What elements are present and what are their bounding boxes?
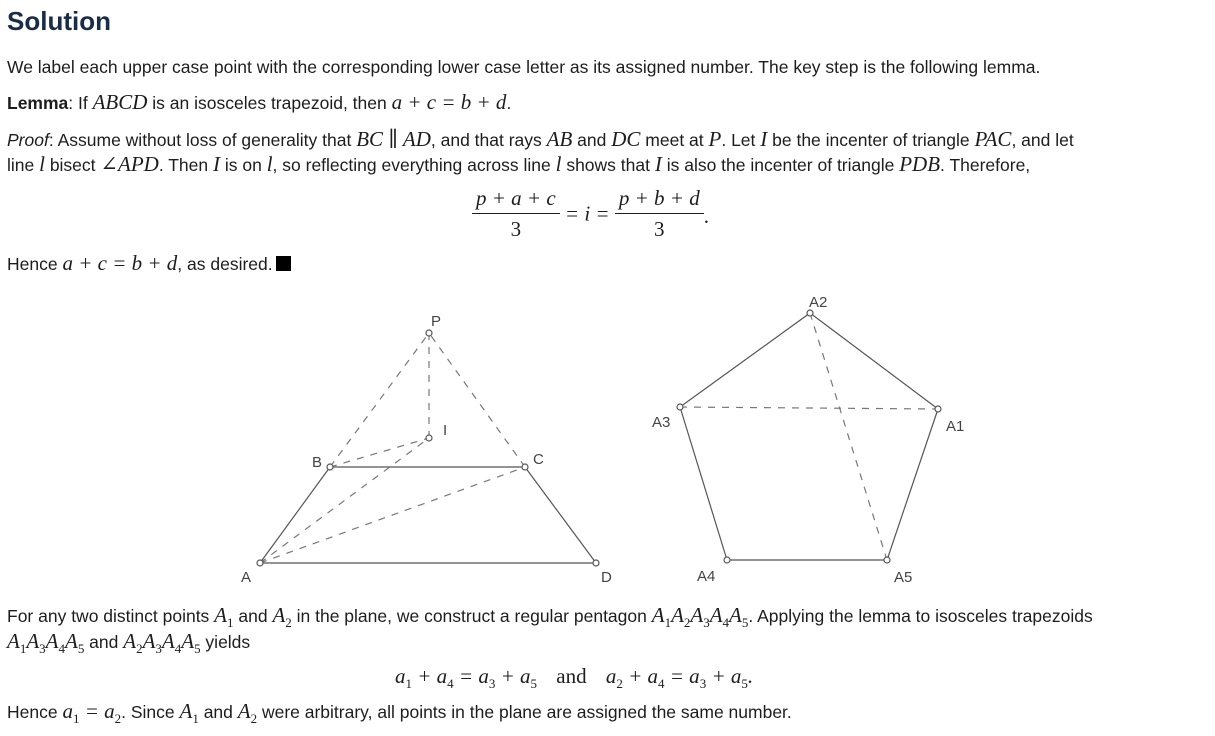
final-text: and (198, 702, 238, 722)
proof-text: be the incenter of triangle (767, 130, 975, 150)
proof-text: shows that (561, 155, 655, 175)
segment-ab (260, 467, 330, 563)
label-c: C (533, 451, 544, 468)
ray-bp (330, 333, 429, 467)
segment-a4a3 (680, 407, 727, 560)
math-a: a (395, 664, 406, 688)
math-a: A (7, 629, 20, 653)
math-angle-apd: ∠APD (100, 152, 159, 176)
math-a: A (651, 603, 665, 627)
math-bc-parallel-ad: BC ∥ AD (356, 127, 431, 151)
label-a2: A2 (809, 294, 828, 311)
math-i: I (213, 152, 220, 176)
label-p: P (431, 313, 442, 330)
display-equation-2 (395, 664, 753, 692)
equation-middle: = i = (564, 201, 610, 226)
para-text: and (84, 632, 124, 652)
label-a3: A3 (652, 414, 671, 431)
para-text: yields (200, 632, 251, 652)
math-a1: $A_1$ (179, 699, 199, 727)
page-title: Solution (7, 6, 111, 36)
display-equation (472, 186, 709, 242)
lemma-text: : If (68, 93, 93, 113)
math-ab: AB (546, 127, 573, 151)
label-a5: A5 (894, 569, 913, 586)
segment-ai (260, 438, 429, 563)
segment-bi (330, 438, 429, 467)
math-trapezoid-1: $A_1A_3A_4A_5$ (7, 629, 85, 657)
math-lemma-eq: a + c = b + d (62, 251, 178, 275)
label-b: B (312, 454, 323, 471)
fraction-denominator: 3 (654, 217, 665, 241)
math-a: A (272, 603, 286, 627)
fraction-left (472, 186, 560, 242)
label-i: I (443, 422, 448, 439)
hence-text: Hence (7, 254, 63, 274)
final-text: Hence (7, 702, 63, 722)
proof-text: line (7, 155, 40, 175)
proof-text: bisect (44, 155, 101, 175)
para-text: For any two distinct points (7, 606, 215, 626)
proof-text: , so reflecting everything across line (272, 155, 556, 175)
equation-and: and (556, 664, 587, 688)
para-text: in the plane, we construct a regular pentagon (291, 606, 652, 626)
fraction-right (615, 186, 704, 242)
proof-line-1 (7, 128, 1074, 151)
math-a: A (123, 629, 137, 653)
label-a: A (241, 569, 252, 586)
pentagon-paragraph-line-2 (7, 630, 250, 660)
math-dc: DC (611, 127, 641, 151)
proof-text: and (572, 130, 612, 150)
math-l: l (266, 152, 273, 176)
proof-text: . Then (158, 155, 213, 175)
segment-a1a5 (887, 409, 938, 560)
math-a2: $A_2$ (272, 603, 292, 631)
intro-paragraph: We label each upper case point with the corresponding lower case letter as its assigned number. The key step is the following lemma. (7, 57, 1041, 77)
segment-cd (525, 467, 596, 563)
proof-text: is also the incenter of triangle (661, 155, 900, 175)
pentagon-labels (652, 294, 964, 586)
final-paragraph (7, 700, 792, 730)
point-p (426, 330, 432, 336)
math-a: a (605, 664, 617, 688)
trapezoid-labels (241, 313, 612, 586)
label-d: D (601, 569, 612, 586)
point-c (522, 464, 528, 470)
fraction-numerator: p + b + d (615, 186, 704, 214)
lemma-label: Lemma (7, 93, 69, 113)
final-text: . Since (121, 702, 180, 722)
equation-period: . (703, 203, 709, 228)
point-i (426, 435, 432, 441)
lemma-text: is an isosceles trapezoid, then (147, 93, 392, 113)
point-a3 (677, 404, 683, 410)
point-a1 (935, 406, 941, 412)
pentagon-figure (677, 310, 941, 563)
proof-label: Proof (7, 130, 49, 150)
diagonal-a2a5 (810, 313, 887, 560)
segment-a3a2 (680, 313, 810, 407)
qed-box-icon (276, 256, 291, 271)
final-text: were arbitrary, all points in the plane are assigned the same number. (257, 702, 792, 722)
math-a1-eq-a2: $a_1 = a_2$ (62, 699, 122, 727)
point-a (257, 560, 263, 566)
proof-text: : Assume without loss of generality that (48, 130, 357, 150)
diagonal-a3a1 (680, 407, 938, 409)
math-pentagon: $A_1A_2A_3A_4A_5$ (651, 603, 749, 631)
fraction-denominator: 3 (510, 217, 522, 241)
point-a5 (884, 557, 890, 563)
proof-text: , and let (1011, 130, 1074, 150)
para-text: . Applying the lemma to isosceles trapezoids (748, 606, 1093, 626)
point-d (593, 560, 599, 566)
math-i: I (654, 152, 662, 176)
ray-cp (429, 333, 525, 467)
hence-text: , as desired. (177, 254, 273, 274)
point-b (327, 464, 333, 470)
equation-right: $a_2 + a_4 = a_3 + a_5$. (605, 664, 754, 692)
math-p: P (708, 127, 722, 151)
proof-line-2 (7, 153, 1030, 176)
point-a4 (724, 557, 730, 563)
proof-text: meet at (640, 130, 709, 150)
math-pdb: PDB (899, 152, 941, 176)
trapezoid-figure (257, 330, 599, 566)
figure-area (0, 290, 1215, 590)
proof-text: . Let (721, 130, 761, 150)
label-a4: A4 (697, 568, 716, 585)
para-text: and (233, 606, 273, 626)
math-a1: $A_1$ (214, 603, 234, 631)
math-i: I (760, 127, 768, 151)
proof-text: , and that rays (430, 130, 547, 150)
proof-text: is on (220, 155, 267, 175)
math-lemma-eq: a + c = b + d (391, 90, 507, 114)
math-trapezoid-2: $A_2A_3A_4A_5$ (123, 629, 201, 657)
math-a: A (214, 603, 227, 627)
lemma-text: . (506, 93, 512, 113)
equation-left: $a_1 + a_4 = a_3 + a_5$ (395, 664, 538, 692)
lemma-paragraph (7, 91, 511, 114)
segment-a2a1 (810, 313, 938, 409)
label-a1: A1 (946, 418, 965, 435)
math-a2: $A_2$ (237, 699, 258, 727)
math-pac: PAC (974, 127, 1012, 151)
fraction-numerator: p + a + c (472, 186, 560, 214)
math-l: l (555, 152, 562, 176)
proof-text: . Therefore, (940, 155, 1031, 175)
hence-paragraph (7, 252, 291, 275)
math-l: l (39, 152, 45, 176)
math-abcd: ABCD (92, 90, 148, 114)
segment-ac (260, 467, 525, 563)
